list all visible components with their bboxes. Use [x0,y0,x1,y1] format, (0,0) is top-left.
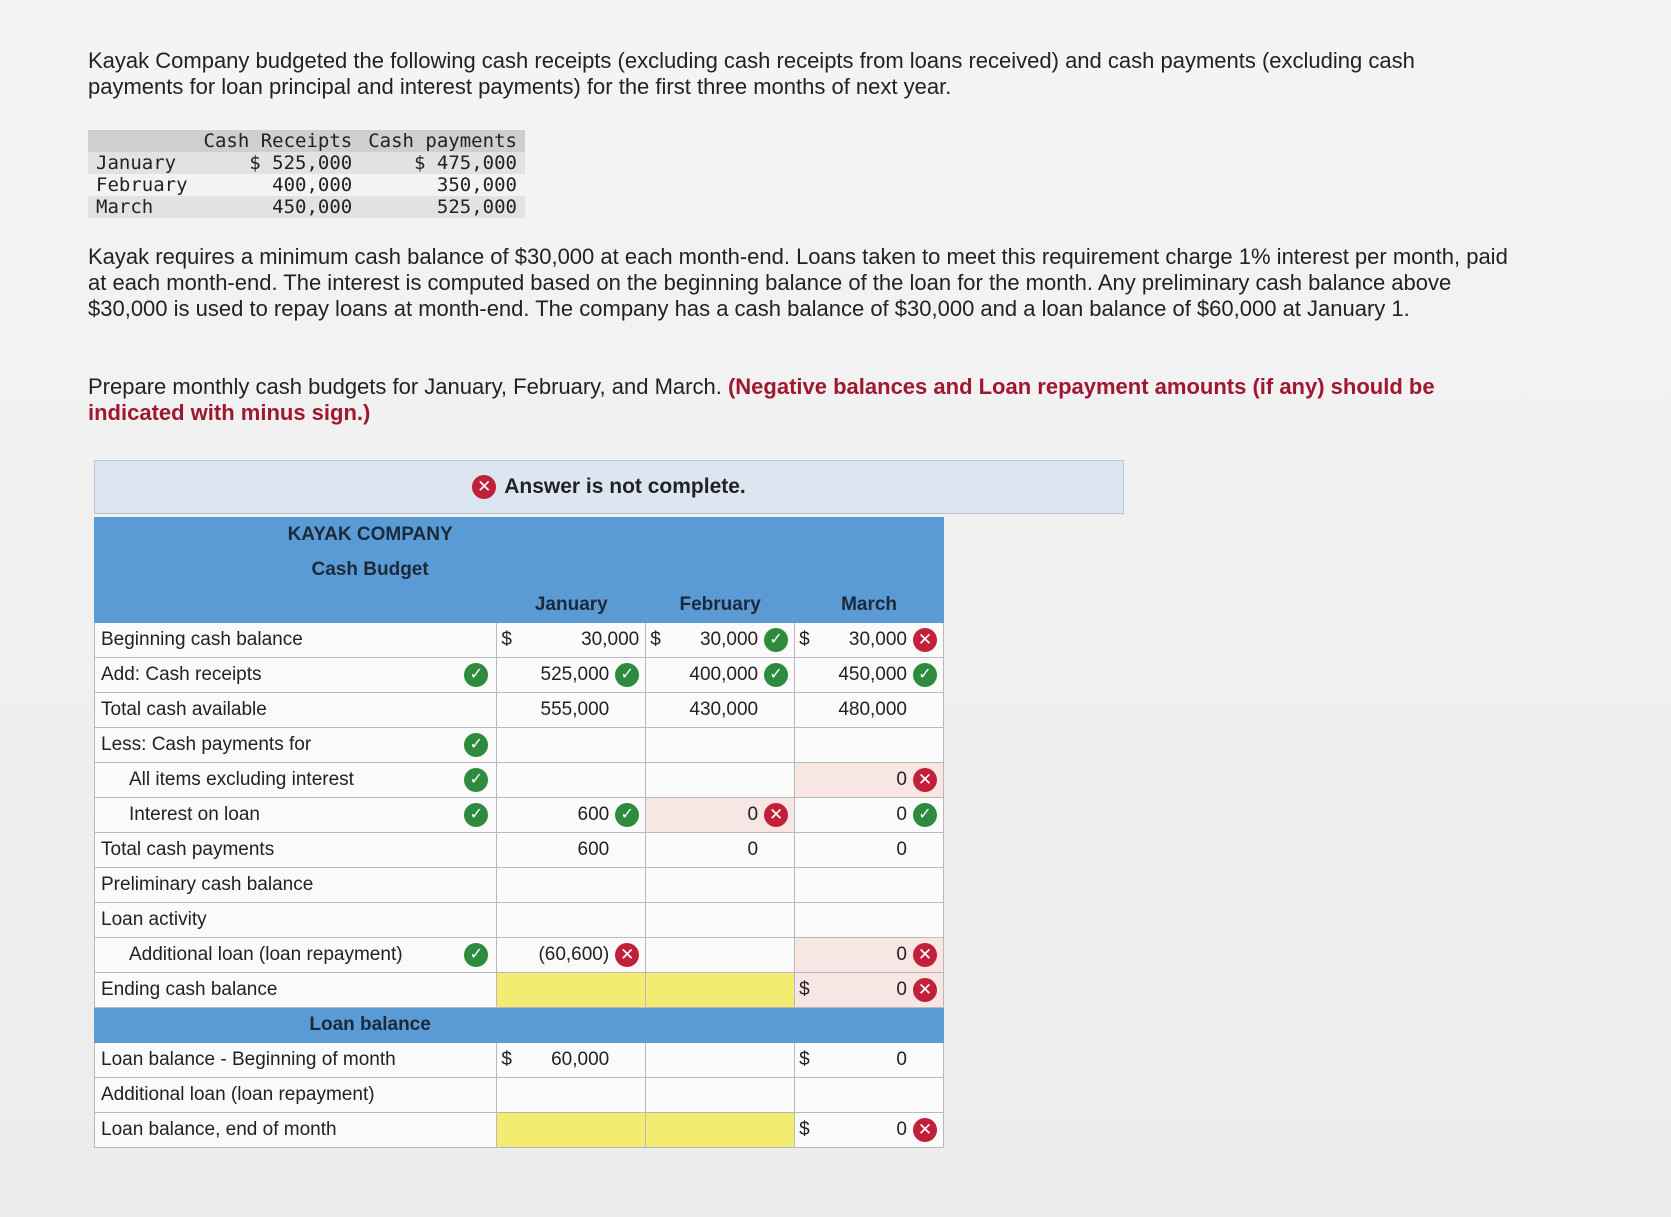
instructions-note: (Negative balances and Loan repayment amounts (if any) should be indicated with minus sign.) [88,374,1435,425]
instructions-text: Prepare monthly cash budgets for January, February, and March. [88,374,722,399]
incorrect-icon: ✕ [764,803,788,827]
row-loan-activity: Loan activity [95,903,944,938]
incorrect-icon: ✕ [913,768,937,792]
row-all-items [95,763,944,798]
jan-ending-cash [497,973,646,1008]
header-blank [95,588,497,623]
row-total-payments: Total cash payments 600 0 0 [95,833,944,868]
correct-icon: ✓ [615,803,639,827]
row-less-payments [95,728,944,763]
problem-intro: Kayak Company budgeted the following cash receipts (excluding cash receipts from loans received) and cash payments (excluding cash payments for loan principal and interest payments) for the first three months of next year. [88,48,1415,99]
given-data-table [88,130,525,218]
budget-title: Cash Budget [95,553,646,588]
feb-ending-cash [646,973,795,1008]
correct-icon: ✓ [464,663,488,687]
incorrect-icon: ✕ [913,978,937,1002]
incorrect-icon: ✕ [913,628,937,652]
cash-budget-table [94,517,944,1148]
mar-ending-cash: $ 0 ✕ [795,973,944,1008]
correct-icon: ✓ [913,803,937,827]
month-header-january: January [497,588,646,623]
given-header-payments: Cash payments [360,130,525,152]
correct-icon: ✓ [764,663,788,687]
feb-beginning-cash-input[interactable]: $ 30,000 ✓ [646,623,795,658]
jan-beginning-cash-input[interactable]: $ 30,000 [497,623,646,658]
row-loan-begin: Loan balance - Beginning of month $ 60,000 $ 0 [95,1043,944,1078]
row-cash-receipts [95,658,944,693]
mar-loan-end: $ 0 ✕ [795,1113,944,1148]
given-row: March 450,000 525,000 [88,196,525,218]
mar-beginning-cash-input[interactable]: $ 30,000 ✕ [795,623,944,658]
row-total-available: Total cash available 555,000 430,000 480,000 [95,693,944,728]
month-header-march: March [795,588,944,623]
company-title: KAYAK COMPANY [95,518,646,553]
given-header-blank [88,130,196,152]
mar-additional-loan-input[interactable]: 0 ✕ [795,938,944,973]
row-label-select[interactable]: Additional loan (loan repayment) ✓ [95,938,497,973]
loan-section-title: Loan balance [95,1008,646,1043]
given-row: February 400,000 350,000 [96,174,517,196]
feb-loan-end [646,1113,795,1148]
month-header-february: February [646,588,795,623]
correct-icon: ✓ [764,628,788,652]
requirements-paragraph: Kayak requires a minimum cash balance of $30,000 at each month-end. Loans taken to meet this requirement charge 1% interest per month, paid at each month-end. The interest is computed based on the beginning balance of the loan for the month. Any preliminary cash balance above $30,000 is used to repay loans at month-end. The company has a cash balance of $30,000 and a loan balance of $60,000 at January 1. [88,244,1508,321]
row-loan-additional: Additional loan (loan repayment) [95,1078,944,1113]
mar-all-items-input[interactable]: 0 ✕ [795,763,944,798]
correct-icon: ✓ [464,768,488,792]
row-label-select[interactable]: Interest on loan ✓ [95,798,497,833]
row-additional-loan [95,938,944,973]
answer-status-banner [94,460,1124,514]
correct-icon: ✓ [913,663,937,687]
row-interest [95,798,944,833]
correct-icon: ✓ [615,663,639,687]
incorrect-icon: ✕ [913,943,937,967]
row-beginning-cash [95,623,944,658]
jan-interest-input[interactable]: 600 ✓ [497,798,646,833]
correct-icon: ✓ [464,733,488,757]
correct-icon: ✓ [464,943,488,967]
jan-receipts-input[interactable]: 525,000 ✓ [497,658,646,693]
mar-receipts-input[interactable]: 450,000 ✓ [795,658,944,693]
row-ending-cash: Ending cash balance $ 0 ✕ [95,973,944,1008]
feb-interest-input[interactable]: 0 ✕ [646,798,795,833]
instructions-paragraph [88,374,1508,426]
incorrect-icon: ✕ [472,475,496,499]
banner-text: Answer is not complete. [504,475,746,498]
feb-additional-loan-input[interactable] [646,938,795,973]
row-label-select[interactable]: Less: Cash payments for ✓ [95,728,497,763]
incorrect-icon: ✕ [913,1118,937,1142]
jan-additional-loan-input[interactable]: (60,600) ✕ [497,938,646,973]
given-header-receipts: Cash Receipts [196,130,361,152]
row-loan-end: Loan balance, end of month $ 0 ✕ [95,1113,944,1148]
mar-interest-input[interactable]: 0 ✓ [795,798,944,833]
incorrect-icon: ✕ [615,943,639,967]
jan-all-items-input[interactable] [497,763,646,798]
row-label-select[interactable]: All items excluding interest ✓ [95,763,497,798]
feb-receipts-input[interactable]: 400,000 ✓ [646,658,795,693]
feb-all-items-input[interactable] [646,763,795,798]
row-preliminary: Preliminary cash balance [95,868,944,903]
correct-icon: ✓ [464,803,488,827]
given-row: January $ 525,000 $ 475,000 [88,152,525,174]
row-label-select[interactable]: Add: Cash receipts ✓ [95,658,497,693]
row-label: Beginning cash balance [95,623,497,658]
jan-loan-end [497,1113,646,1148]
